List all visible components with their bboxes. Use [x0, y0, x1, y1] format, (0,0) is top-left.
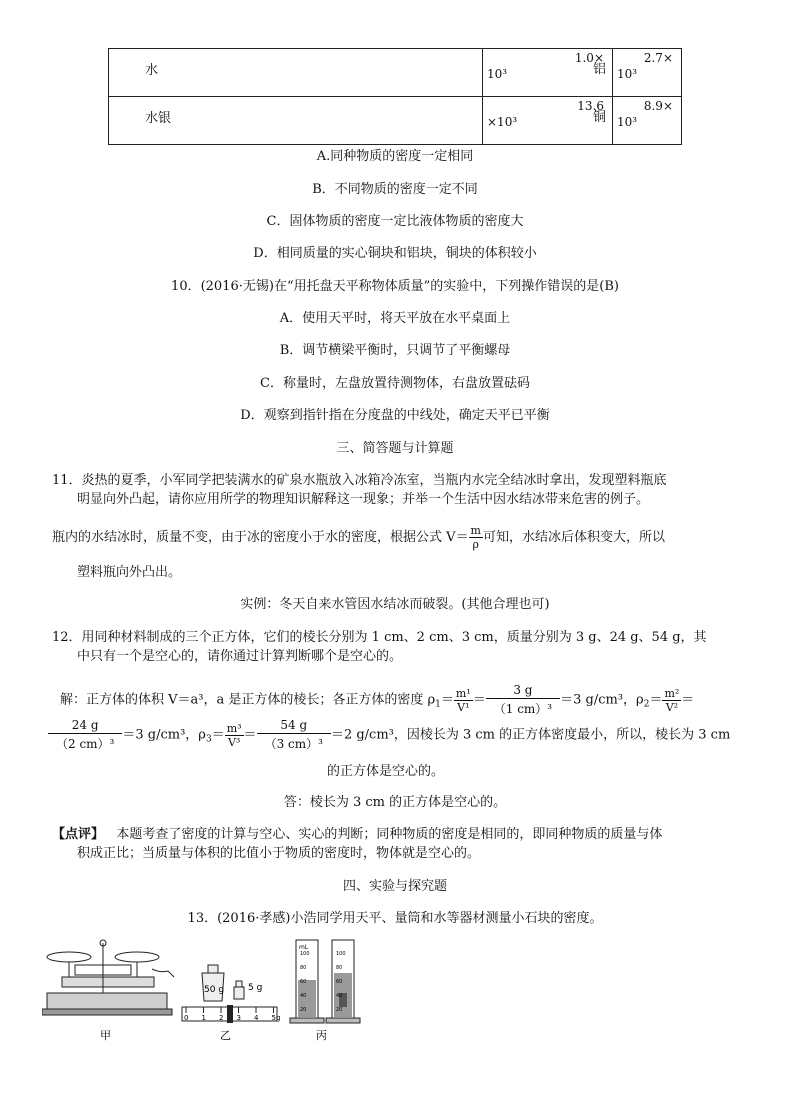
- q11-answer-line2: 塑料瓶向外凸出。: [77, 565, 182, 580]
- solution-text: ＝3 g/cm³，ρ: [560, 692, 644, 708]
- density-value: 1.0×: [574, 51, 604, 65]
- q12-solution-line1: 解：正方体的体积 V＝a³，a 是正方体的棱长；各正方体的密度 $\rho_1=$ $\frac{\text{m¹}}{\text{V¹}}$ ＝ $\frac{3 g}{\text{（1 cm）³}}$ ＝3 g/cm³，$\rho_2=$ $\frac{\text{m²}}{\text{V²}}$ ＝: [60, 683, 695, 716]
- q11-stem-line1: 11．炎热的夏季，小军同学把装满水的矿泉水瓶放入冰箱冷冻室，当瓶内水完全结冰时拿出，发现塑料瓶底: [52, 473, 667, 488]
- q9-option-c: C．固体物质的密度一定比液体物质的密度大: [266, 214, 524, 229]
- comment-text: 本题考查了密度的计算与空心、实心的判断；同种物质的密度是相同的，即同种物质的质量与体: [116, 827, 663, 842]
- subscript: 1: [435, 699, 441, 710]
- density-cell: [483, 49, 613, 97]
- numerator: m²: [664, 686, 680, 700]
- q13-stem: 13．(2016·孝感)小浩同学用天平、量筒和水等器材测量小石块的密度。: [187, 911, 603, 926]
- cylinder-mark: 60: [300, 979, 307, 985]
- balance-scale-image: [42, 940, 174, 1015]
- numerator: 24 g: [48, 717, 122, 734]
- scale-number: 2: [219, 1014, 224, 1022]
- denominator: ρ: [472, 538, 479, 551]
- density-value: 8.9×: [643, 99, 673, 113]
- density-exponent: 10³: [487, 67, 508, 81]
- denominator: （2 cm）³: [56, 737, 115, 751]
- q10-option-a: A．使用天平时，将天平放在水平桌面上: [279, 311, 511, 326]
- q12-answer: 答：棱长为 3 cm 的正方体是空心的。: [283, 795, 507, 810]
- density-cell: [483, 97, 613, 145]
- density-value: 2.7×: [643, 51, 673, 65]
- denominator: V²: [665, 700, 679, 714]
- unit-label: mL: [299, 944, 309, 951]
- experiment-figure: [42, 935, 372, 1045]
- solution-text: ＝3 g/cm³，ρ: [122, 727, 206, 743]
- material-name: 水银: [145, 111, 172, 126]
- table-row: [109, 97, 682, 145]
- q12-stem-line2: 中只有一个是空心的，请你通过计算判断哪个是空心的。: [77, 649, 403, 664]
- density-exponent: 10³: [617, 67, 638, 81]
- numerator: m: [470, 524, 481, 537]
- q11-stem-line2: 明显向外凸起，请你应用所学的物理知识解释这一现象；并举一个生活中因水结冰带来危害的例子。: [77, 492, 650, 507]
- scale-number: 1: [201, 1014, 206, 1022]
- density-cell: [613, 49, 682, 97]
- q9-option-b: B．不同物质的密度一定不同: [312, 182, 478, 197]
- weights-image: [202, 965, 244, 1001]
- numerator: m¹: [455, 686, 471, 700]
- subscript: 3: [205, 734, 212, 745]
- formula-fraction: [257, 717, 331, 753]
- formula-fraction: [225, 722, 244, 749]
- cylinder-mark: 60: [336, 979, 343, 985]
- denominator: V³: [227, 735, 241, 749]
- scale-number: 5g: [271, 1014, 281, 1022]
- formula-fraction: [662, 687, 681, 714]
- formula-fraction: [469, 524, 483, 551]
- material-name: 铝: [592, 62, 606, 77]
- numerator: 3 g: [486, 682, 560, 699]
- cylinder-mark: 100: [300, 951, 310, 957]
- figure-caption-bing: 丙: [316, 1029, 327, 1042]
- cylinder-mark: 40: [336, 993, 343, 999]
- comment-line2: 积成正比；当质量与体积的比值小于物质的密度时，物体就是空心的。: [77, 846, 481, 861]
- q10-option-c: C．称量时，左盘放置待测物体，右盘放置砝码: [260, 376, 530, 391]
- formula-fraction: [454, 687, 473, 714]
- density-value: 13.6: [577, 99, 604, 113]
- figure-caption-jia: 甲: [100, 1029, 111, 1042]
- comment-line1: [52, 823, 662, 842]
- q9-option-a: A.同种物质的密度一定相同: [316, 149, 474, 164]
- section-heading: 三、简答题与计算题: [336, 441, 454, 456]
- scale-number: 0: [184, 1014, 189, 1022]
- weight-label-5g: 5 g: [248, 983, 263, 993]
- comment-label: 【点评】: [52, 827, 105, 842]
- slider-scale: [182, 1005, 277, 1023]
- cylinder-mark: 20: [336, 1007, 343, 1013]
- cylinder-mark: 40: [300, 993, 307, 999]
- figure-caption-yi: 乙: [220, 1029, 231, 1042]
- q12-stem-line1: 12．用同种材料制成的三个正方体，它们的棱长分别为 1 cm、2 cm、3 cm，质量分别为 3 g、24 g、54 g，其: [52, 630, 707, 645]
- density-table: [108, 48, 682, 145]
- numerator: m³: [226, 721, 242, 735]
- q10-option-b: B．调节横梁平衡时，只调节了平衡螺母: [279, 343, 511, 358]
- cylinder-mark: 80: [300, 965, 307, 971]
- q9-option-d: D．相同质量的实心铜块和铝块，铜块的体积较小: [253, 246, 537, 261]
- solution-text: 解：正方体的体积 V＝a³，a 是正方体的棱长；各正方体的密度 ρ: [60, 692, 436, 708]
- cylinder-mark: 20: [300, 1007, 307, 1013]
- section-heading: 四、实验与探究题: [342, 879, 447, 894]
- subscript: 2: [643, 699, 650, 710]
- q12-solution-line3: 的正方体是空心的。: [327, 764, 445, 779]
- q10-option-d: D．观察到指针指在分度盘的中线处，确定天平已平衡: [240, 408, 550, 423]
- material-cell: [109, 49, 483, 97]
- material-cell: [109, 97, 483, 145]
- scale-number: 3: [236, 1014, 241, 1022]
- density-cell: [613, 97, 682, 145]
- answer-text: 瓶内的水结冰时，质量不变，由于冰的密度小于水的密度，根据公式 V＝: [52, 530, 469, 545]
- formula-fraction: [48, 717, 122, 753]
- cylinder-mark: 80: [336, 965, 343, 971]
- denominator: V¹: [457, 700, 470, 714]
- material-name: 铜: [592, 110, 606, 125]
- q11-example: 实例：冬天自来水管因水结冰而破裂。(其他合理也可): [240, 597, 550, 612]
- numerator: 54 g: [257, 717, 331, 734]
- denominator: （3 cm）³: [264, 737, 323, 751]
- q11-answer-line1: [52, 524, 665, 551]
- answer-text: 可知，水结冰后体积变大，所以: [482, 530, 665, 545]
- table-row: [109, 49, 682, 97]
- density-exponent: 10³: [617, 115, 638, 129]
- scale-number: 4: [254, 1014, 259, 1022]
- cylinder-mark: 100: [336, 951, 346, 957]
- density-exponent: ×10³: [487, 115, 518, 129]
- weight-label-50g: 50 g: [204, 985, 225, 995]
- q10-stem: 10．(2016·无锡)在“用托盘天平称物体质量”的实验中，下列操作错误的是(B): [171, 279, 619, 294]
- q12-solution-line2: $\frac{24 g}{\text{（2 cm）³}}$ ＝3 g/cm³，$\rho_3=$ $\frac{\text{m³}}{\text{V³}}$ ＝ $\frac{54 g}{\text{（3 cm）³}}$ ＝2 g/cm³，因棱长为 3 cm 的正方体密度最小，所以，棱长为 3 cm: [48, 717, 730, 753]
- solution-text: ＝2 g/cm³，因棱长为 3 cm 的正方体密度最小，所以，棱长为 3 cm: [330, 727, 731, 743]
- formula-fraction: [486, 682, 560, 718]
- denominator: （1 cm）³: [493, 702, 553, 716]
- material-name: 水: [145, 63, 159, 78]
